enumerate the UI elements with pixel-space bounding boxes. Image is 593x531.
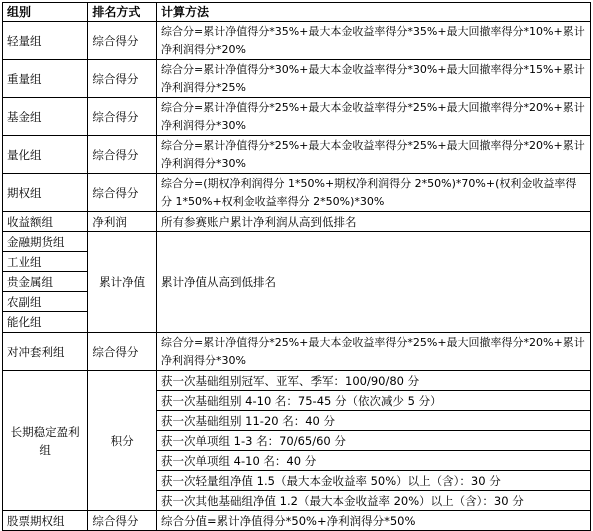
group-cell: 轻量组 [3, 22, 88, 60]
group-cell: 基金组 [3, 98, 88, 136]
group-cell: 期权组 [3, 174, 88, 212]
calc-cell: 综合分=累计净值得分*25%+最大本金收益率得分*25%+最大回撤率得分*20%+累计净利润得分*30% [157, 333, 591, 371]
group-cell: 工业组 [3, 252, 88, 272]
score-item: 获一次基础组别冠军、亚军、季军：100/90/80 分 [157, 371, 591, 391]
group-cell: 量化组 [3, 136, 88, 174]
calc-cell: 综合分=累计净值得分*25%+最大本金收益率得分*25%+最大回撤率得分*20%+累计净利润得分*30% [157, 136, 591, 174]
header-calc-method: 计算方法 [157, 3, 591, 22]
ranking-rules-table [2, 2, 591, 531]
table-row [3, 136, 591, 174]
method-cell: 综合得分 [88, 22, 157, 60]
calc-cell-merged: 累计净值从高到低排名 [157, 232, 591, 333]
calc-cell: 综合分值=累计净值得分*50%+净利润得分*50% [157, 511, 591, 531]
header-ranking-method: 排名方式 [88, 3, 157, 22]
group-cell: 对冲套利组 [3, 333, 88, 371]
table-row [3, 60, 591, 98]
group-cell: 金融期货组 [3, 232, 88, 252]
table-row [3, 371, 591, 391]
method-cell: 综合得分 [88, 98, 157, 136]
method-cell: 综合得分 [88, 174, 157, 212]
score-item: 获一次单项组 4-10 名：40 分 [157, 451, 591, 471]
score-item: 获一次基础组别 11-20 名：40 分 [157, 411, 591, 431]
table-row [3, 232, 591, 252]
group-cell: 贵金属组 [3, 272, 88, 292]
method-cell: 综合得分 [88, 60, 157, 98]
method-cell: 综合得分 [88, 136, 157, 174]
calc-cell: 综合分=(期权净利润得分 1*50%+期权净利润得分 2*50%)*70%+(权利金收益率得分 1*50%+权利金收益率得分 2*50%)*30% [157, 174, 591, 212]
score-item: 获一次轻量组净值 1.5（最大本金收益率 50%）以上（含）：30 分 [157, 471, 591, 491]
group-cell-longterm: 长期稳定盈利组 [3, 371, 88, 511]
table-row [3, 22, 591, 60]
table-row [3, 98, 591, 136]
group-cell: 农副组 [3, 292, 88, 312]
calc-cell: 综合分=累计净值得分*25%+最大本金收益率得分*25%+最大回撤率得分*20%+累计净利润得分*30% [157, 98, 591, 136]
score-item: 获一次基础组别 4-10 名：75-45 分（依次减少 5 分） [157, 391, 591, 411]
header-group: 组别 [3, 3, 88, 22]
calc-cell: 综合分=累计净值得分*30%+最大本金收益率得分*30%+最大回撤率得分*15%+累计净利润得分*25% [157, 60, 591, 98]
group-cell: 重量组 [3, 60, 88, 98]
table-row [3, 174, 591, 212]
header-row [3, 3, 591, 22]
table-row [3, 212, 591, 232]
score-item: 获一次其他基础组净值 1.2（最大本金收益率 20%）以上（含）：30 分 [157, 491, 591, 511]
calc-cell: 综合分=累计净值得分*35%+最大本金收益率得分*35%+最大回撤率得分*10%+累计净利润得分*20% [157, 22, 591, 60]
method-cell: 综合得分 [88, 511, 157, 531]
table-row [3, 333, 591, 371]
group-cell: 能化组 [3, 312, 88, 333]
method-cell-longterm: 积分 [88, 371, 157, 511]
table-row [3, 511, 591, 531]
method-cell: 净利润 [88, 212, 157, 232]
score-item: 获一次单项组 1-3 名：70/65/60 分 [157, 431, 591, 451]
group-cell: 收益额组 [3, 212, 88, 232]
group-cell: 股票期权组 [3, 511, 88, 531]
method-cell: 综合得分 [88, 333, 157, 371]
method-cell-merged: 累计净值 [88, 232, 157, 333]
calc-cell: 所有参赛账户累计净利润从高到低排名 [157, 212, 591, 232]
